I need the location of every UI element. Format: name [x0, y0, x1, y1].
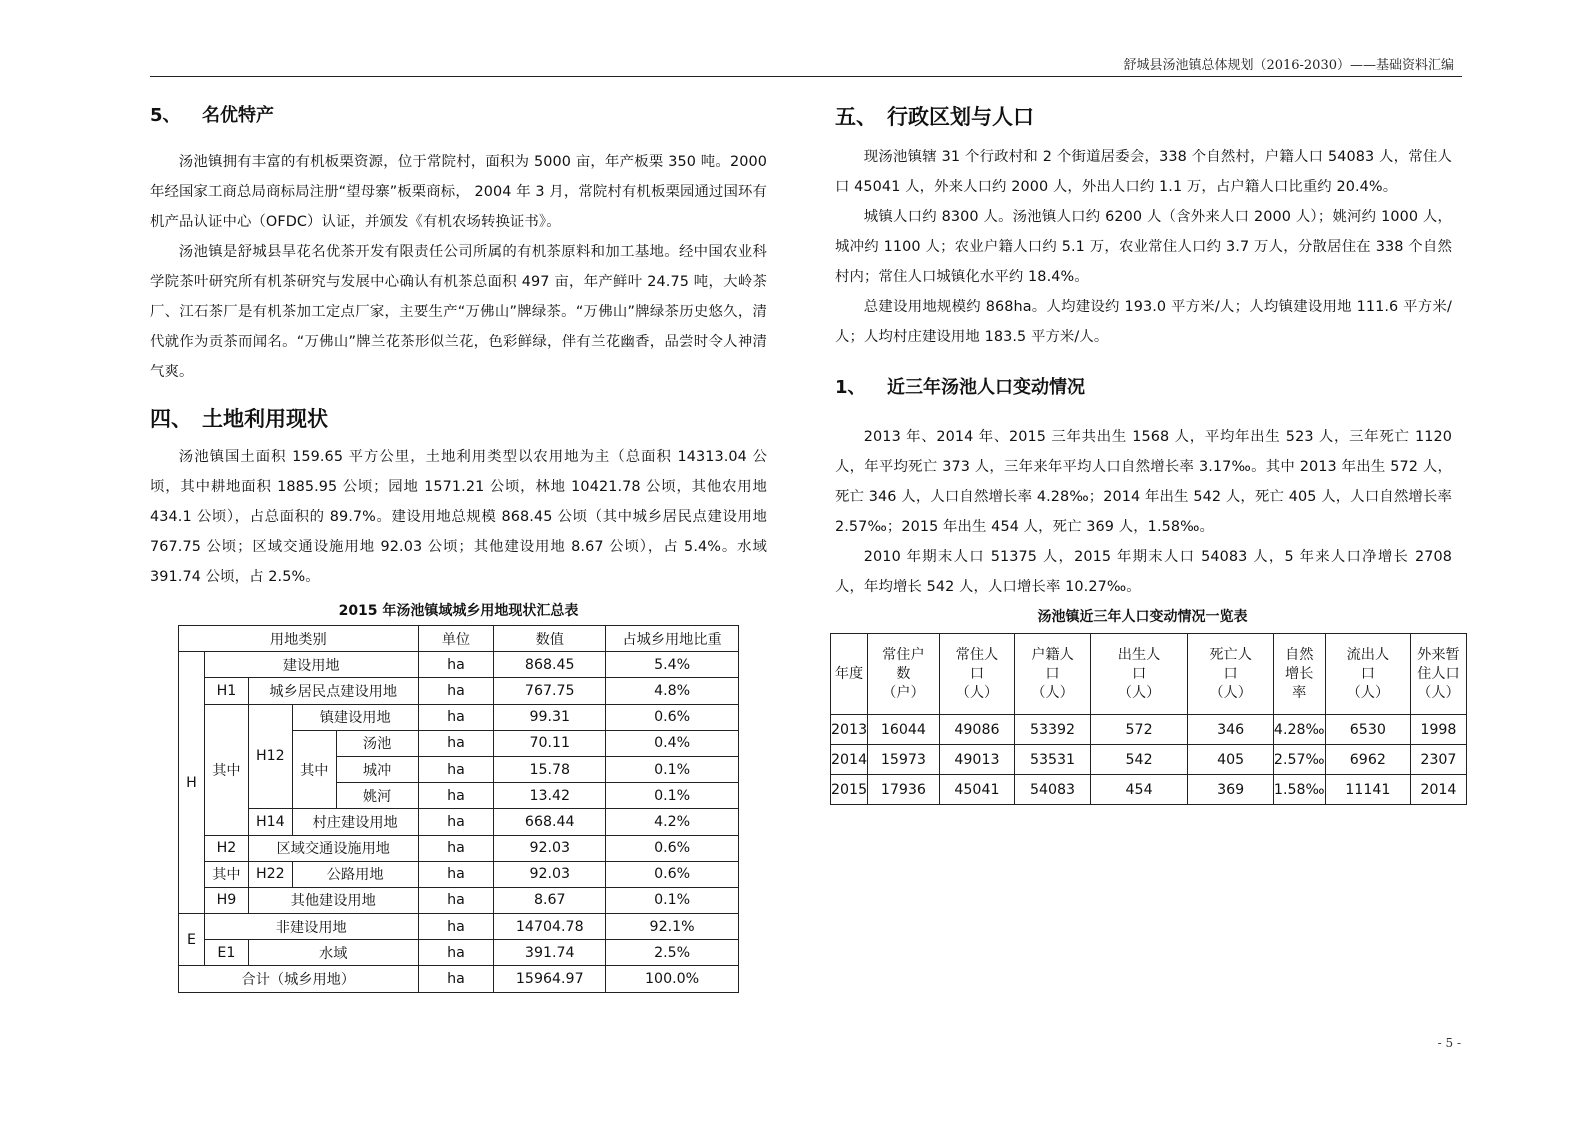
cell: 11141 — [1325, 775, 1411, 805]
value-cell: 92.03 — [494, 835, 606, 861]
value-cell: 767.75 — [494, 678, 606, 704]
cell: 2307 — [1411, 745, 1467, 775]
table-caption-land-use: 2015 年汤池镇域城乡用地现状汇总表 — [338, 603, 579, 619]
name-cell: 其他建设用地 — [248, 887, 418, 913]
header-title: 舒城县汤池镇总体规划（2016-2030）——基础资料汇编 — [1123, 58, 1454, 73]
unit-cell: ha — [418, 914, 494, 940]
header-cell: 流出人口（人） — [1325, 634, 1411, 715]
page-number: - 5 - — [1437, 1036, 1461, 1050]
table-row — [179, 914, 739, 940]
header-cell: 单位 — [418, 626, 494, 652]
table-row — [179, 704, 739, 730]
header-cell: 外来暂住人口（人） — [1411, 634, 1467, 715]
category-cell: H — [179, 652, 205, 914]
unit-cell: ha — [418, 835, 494, 861]
cell: 45041 — [939, 775, 1015, 805]
section-number: 5、 — [150, 105, 181, 126]
value-cell: 8.67 — [494, 887, 606, 913]
value-cell: 14704.78 — [494, 914, 606, 940]
name-cell: 水域 — [248, 940, 418, 966]
section-heading-1 — [835, 373, 1085, 399]
table-row — [179, 678, 739, 704]
header-cell: 户籍人口（人） — [1015, 634, 1091, 715]
ratio-cell: 0.6% — [606, 861, 739, 887]
table-row — [179, 809, 739, 835]
code-cell: H12 — [248, 704, 292, 809]
unit-cell: ha — [418, 809, 494, 835]
paragraph-pop-change: 2013 年、2014 年、2015 三年共出生 1568 人，平均年出生 523 人，三年死亡 1120 人，年平均死亡 373 人，三年来年平均人口自然增长率 3.17‰。其中 2013 年出生 572 人，死亡 346 人，人口自然增长率 4.28‰；2014 年出生 542 人，死亡 405 人，人口自然增长率 2.57‰；2015 年出生 454 人，死亡 369 人，1.58‰。 — [835, 429, 1452, 535]
chapter-title: 土地利用现状 — [202, 407, 328, 431]
subgroup-cell: 其中 — [204, 861, 248, 887]
cell: 2013 — [831, 715, 868, 745]
cell: 4.28‰ — [1273, 715, 1325, 745]
unit-cell: ha — [418, 704, 494, 730]
table-row — [831, 715, 1467, 745]
value-cell: 13.42 — [494, 783, 606, 809]
chapter-heading-4 — [150, 403, 328, 433]
cell: 49013 — [939, 745, 1015, 775]
table-row — [831, 775, 1467, 805]
ratio-cell: 0.1% — [606, 783, 739, 809]
table-row — [179, 835, 739, 861]
name-cell: 城乡居民点建设用地 — [248, 678, 418, 704]
chapter-title: 行政区划与人口 — [887, 105, 1034, 129]
table-row — [179, 940, 739, 966]
paragraph-tea: 汤池镇是舒城县旱花名优茶开发有限责任公司所属的有机茶原料和加工基地。经中国农业科学院茶叶研究所有机茶研究与发展中心确认有机茶总面积 497 亩，年产鲜叶 24.75 吨，大岭茶厂、江石茶厂是有机茶加工定点厂家，主要生产“万佛山”牌绿茶。“万佛山”牌绿茶历史悠久，清代就作为贡茶而闻名。“万佛山”牌兰花茶形似兰花，色彩鲜绿，伴有兰花幽香，品尝时令人神清气爽。 — [150, 244, 767, 380]
paragraph-construction: 总建设用地规模约 868ha。人均建设约 193.0 平方米/人；人均镇建设用地 111.6 平方米/人；人均村庄建设用地 183.5 平方米/人。 — [835, 299, 1452, 345]
paragraph-land-use: 汤池镇国土面积 159.65 平方公里，土地利用类型以农用地为主（总面积 14313.04 公顷，其中耕地面积 1885.95 公顷；园地 1571.21 公顷，林地 10421.78 公顷，其他农用地 434.1 公顷），占总面积的 89.7%。建设用地总规模 868.45 公顷（其中城乡居民点建设用地 767.75 公顷；区域交通设施用地 92.03 公顷；其他建设用地 8.67 公顷），占 5.4%。水域 391.74 公顷，占 2.5%。 — [150, 449, 767, 585]
cell: 6530 — [1325, 715, 1411, 745]
cell: 405 — [1188, 745, 1274, 775]
cell: 454 — [1090, 775, 1188, 805]
section-number: 1、 — [835, 377, 866, 398]
value-cell: 70.11 — [494, 730, 606, 756]
code-cell: H9 — [204, 887, 248, 913]
subgroup-cell: 其中 — [292, 730, 336, 809]
table-caption-population: 汤池镇近三年人口变动情况一览表 — [1037, 609, 1248, 625]
name-cell: 城冲 — [336, 756, 418, 782]
code-cell: E1 — [204, 940, 248, 966]
subgroup-cell: 其中 — [204, 704, 248, 835]
cell: 17936 — [868, 775, 940, 805]
table-row — [179, 861, 739, 887]
cell: 49086 — [939, 715, 1015, 745]
cell: 15973 — [868, 745, 940, 775]
cell: 53392 — [1015, 715, 1091, 745]
chapter-number: 五、 — [835, 105, 877, 129]
section-heading-5 — [150, 101, 274, 127]
name-cell: 建设用地 — [204, 652, 418, 678]
cell: 16044 — [868, 715, 940, 745]
land-use-table — [178, 625, 739, 993]
unit-cell: ha — [418, 940, 494, 966]
table-row — [831, 745, 1467, 775]
name-cell: 合计（城乡用地） — [179, 966, 419, 992]
cell: 2.57‰ — [1273, 745, 1325, 775]
ratio-cell: 2.5% — [606, 940, 739, 966]
value-cell: 15964.97 — [494, 966, 606, 992]
name-cell: 汤池 — [336, 730, 418, 756]
cell: 2015 — [831, 775, 868, 805]
ratio-cell: 100.0% — [606, 966, 739, 992]
code-cell: H1 — [204, 678, 248, 704]
population-table — [830, 633, 1467, 805]
name-cell: 村庄建设用地 — [292, 809, 418, 835]
ratio-cell: 0.4% — [606, 730, 739, 756]
header-cell: 年度 — [831, 634, 868, 715]
unit-cell: ha — [418, 887, 494, 913]
cell: 54083 — [1015, 775, 1091, 805]
unit-cell: ha — [418, 678, 494, 704]
ratio-cell: 5.4% — [606, 652, 739, 678]
cell: 369 — [1188, 775, 1274, 805]
ratio-cell: 0.6% — [606, 835, 739, 861]
table-row — [179, 652, 739, 678]
cell: 53531 — [1015, 745, 1091, 775]
header-cell: 常住人口（人） — [939, 634, 1015, 715]
ratio-cell: 0.6% — [606, 704, 739, 730]
cell: 2014 — [831, 745, 868, 775]
header-cell: 出生人口（人） — [1090, 634, 1188, 715]
section-title: 近三年汤池人口变动情况 — [887, 377, 1085, 398]
header-cell: 常住户数（户） — [868, 634, 940, 715]
value-cell: 868.45 — [494, 652, 606, 678]
table-header-row — [179, 626, 739, 652]
header-cell: 自然增长率 — [1273, 634, 1325, 715]
value-cell: 668.44 — [494, 809, 606, 835]
chapter-heading-5 — [835, 101, 1034, 131]
ratio-cell: 0.1% — [606, 887, 739, 913]
ratio-cell: 4.2% — [606, 809, 739, 835]
paragraph-admin: 现汤池镇辖 31 个行政村和 2 个街道居委会，338 个自然村，户籍人口 54083 人，常住人口 45041 人，外来人口约 2000 人，外出人口约 1.1 万，占户籍人口比重约 20.4%。 — [835, 149, 1452, 195]
table-header-row — [831, 634, 1467, 715]
cell: 6962 — [1325, 745, 1411, 775]
table-total-row — [179, 966, 739, 992]
value-cell: 391.74 — [494, 940, 606, 966]
cell: 2014 — [1411, 775, 1467, 805]
table-row — [179, 887, 739, 913]
unit-cell: ha — [418, 756, 494, 782]
unit-cell: ha — [418, 652, 494, 678]
paragraph-pop-growth: 2010 年期末人口 51375 人，2015 年期末人口 54083 人，5 年来人口净增长 2708 人，年均增长 542 人，人口增长率 10.27‰。 — [835, 549, 1452, 595]
unit-cell: ha — [418, 783, 494, 809]
paragraph-urban-pop: 城镇人口约 8300 人。汤池镇人口约 6200 人（含外来人口 2000 人）；姚河约 1000 人，城冲约 1100 人；农业户籍人口约 5.1 万，农业常住人口约 3.7 万人，分散居住在 338 个自然村内；常住人口城镇化水平约 18.4%。 — [835, 209, 1452, 285]
name-cell: 姚河 — [336, 783, 418, 809]
cell: 1998 — [1411, 715, 1467, 745]
ratio-cell: 0.1% — [606, 756, 739, 782]
value-cell: 99.31 — [494, 704, 606, 730]
code-cell: H22 — [248, 861, 292, 887]
category-cell: E — [179, 914, 205, 966]
paragraph-chestnut: 汤池镇拥有丰富的有机板栗资源，位于常院村，面积为 5000 亩，年产板栗 350 吨。2000 年经国家工商总局商标局注册“望母寨”板栗商标， 2004 年 3 月，常院村有机板栗园通过国环有机产品认证中心（OFDC）认证，并颁发《有机农场转换证书》。 — [150, 154, 767, 230]
code-cell: H14 — [248, 809, 292, 835]
header-cell: 数值 — [494, 626, 606, 652]
header-cell: 死亡人口（人） — [1188, 634, 1274, 715]
name-cell: 非建设用地 — [204, 914, 418, 940]
unit-cell: ha — [418, 861, 494, 887]
header-cell: 占城乡用地比重 — [606, 626, 739, 652]
unit-cell: ha — [418, 730, 494, 756]
section-title: 名优特产 — [202, 105, 274, 126]
code-cell: H2 — [204, 835, 248, 861]
header-cell: 用地类别 — [179, 626, 419, 652]
ratio-cell: 92.1% — [606, 914, 739, 940]
cell: 1.58‰ — [1273, 775, 1325, 805]
value-cell: 15.78 — [494, 756, 606, 782]
unit-cell: ha — [418, 966, 494, 992]
name-cell: 区域交通设施用地 — [248, 835, 418, 861]
cell: 542 — [1090, 745, 1188, 775]
name-cell: 镇建设用地 — [292, 704, 418, 730]
cell: 346 — [1188, 715, 1274, 745]
chapter-number: 四、 — [150, 407, 192, 431]
ratio-cell: 4.8% — [606, 678, 739, 704]
name-cell: 公路用地 — [292, 861, 418, 887]
page-header — [150, 52, 1462, 77]
cell: 572 — [1090, 715, 1188, 745]
value-cell: 92.03 — [494, 861, 606, 887]
